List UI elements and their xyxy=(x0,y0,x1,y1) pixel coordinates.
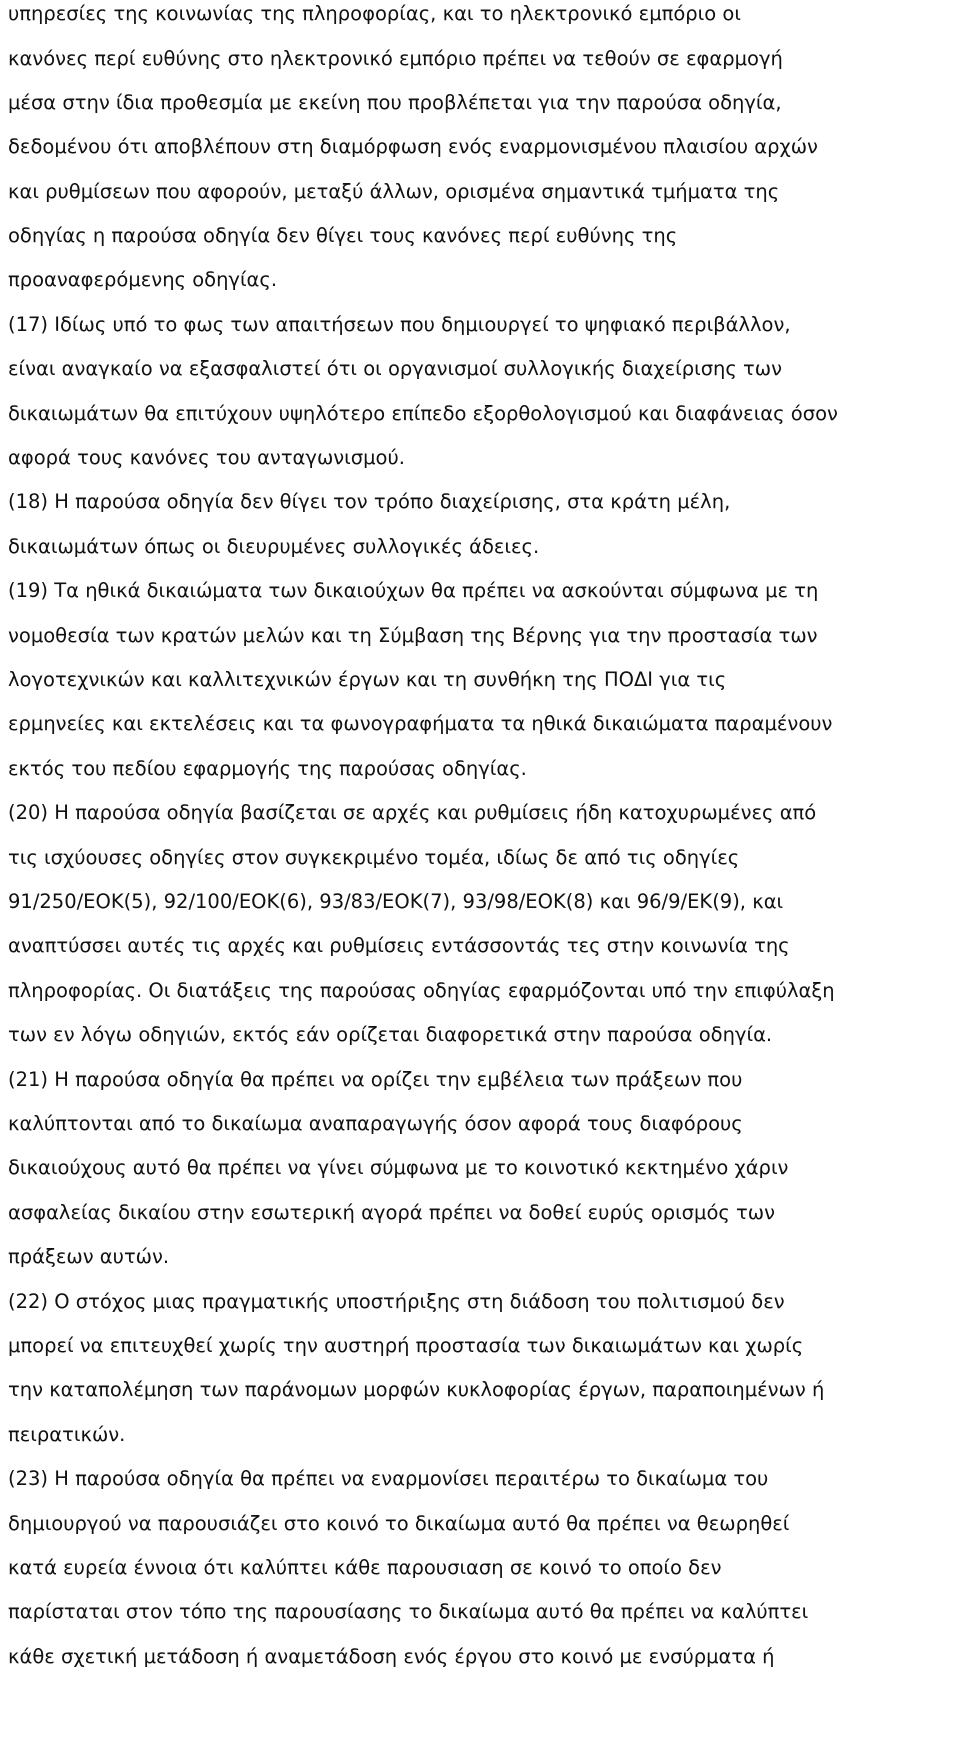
text-line: την καταπολέμηση των παράνομων μορφών κυκλοφορίας έργων, παραποιημένων ή xyxy=(8,1378,825,1401)
text-line: μέσα στην ίδια προθεσμία με εκείνη που προβλέπεται για την παρούσα οδηγία, xyxy=(8,91,782,114)
text-line: κανόνες περί ευθύνης στο ηλεκτρονικό εμπόριο πρέπει να τεθούν σε εφαρμογή xyxy=(8,47,783,70)
text-line: αφορά τους κανόνες του ανταγωνισμού. xyxy=(8,446,405,469)
text-line: είναι αναγκαίο να εξασφαλιστεί ότι οι οργανισμοί συλλογικής διαχείρισης των xyxy=(8,357,783,380)
text-line: (20) Η παρούσα οδηγία βασίζεται σε αρχές και ρυθμίσεις ήδη κατοχυρωμένες από xyxy=(8,801,817,824)
text-line: πληροφορίας. Οι διατάξεις της παρούσας οδηγίας εφαρμόζονται υπό την επιφύλαξη xyxy=(8,979,835,1002)
text-line: ασφαλείας δικαίου στην εσωτερική αγορά πρέπει να δοθεί ευρύς ορισμός των xyxy=(8,1201,775,1224)
text-line: 91/250/ΕΟΚ(5), 92/100/ΕΟΚ(6), 93/83/ΕΟΚ(7), 93/98/ΕΟΚ(8) και 96/9/ΕΚ(9), και xyxy=(8,890,784,913)
text-line: (19) Τα ηθικά δικαιώματα των δικαιούχων θα πρέπει να ασκούνται σύμφωνα με τη xyxy=(8,579,819,602)
text-line: εκτός του πεδίου εφαρμογής της παρούσας οδηγίας. xyxy=(8,757,527,780)
text-line: παρίσταται στον τόπο της παρουσίασης το δικαίωμα αυτό θα πρέπει να καλύπτει xyxy=(8,1600,809,1623)
text-line: δημιουργού να παρουσιάζει στο κοινό το δικαίωμα αυτό θα πρέπει να θεωρηθεί xyxy=(8,1512,790,1535)
text-line: δικαιωμάτων θα επιτύχουν υψηλότερο επίπεδο εξορθολογισμού και διαφάνειας όσον xyxy=(8,402,838,425)
text-line: υπηρεσίες της κοινωνίας της πληροφορίας, και το ηλεκτρονικό εμπόριο οι xyxy=(8,2,741,25)
text-line: (18) Η παρούσα οδηγία δεν θίγει τον τρόπο διαχείρισης, στα κράτη μέλη, xyxy=(8,490,731,513)
text-line: δικαιούχους αυτό θα πρέπει να γίνει σύμφωνα με το κοινοτικό κεκτημένο χάριν xyxy=(8,1156,789,1179)
text-line: αναπτύσσει αυτές τις αρχές και ρυθμίσεις εντάσσοντάς τες στην κοινωνία της xyxy=(8,934,790,957)
text-line: (17) Ιδίως υπό το φως των απαιτήσεων που δημιουργεί το ψηφιακό περιβάλλον, xyxy=(8,313,791,336)
text-line: λογοτεχνικών και καλλιτεχνικών έργων και τη συνθήκη της ΠΟΔΙ για τις xyxy=(8,668,727,691)
text-line: ερμηνείες και εκτελέσεις και τα φωνογραφήματα τα ηθικά δικαιώματα παραμένουν xyxy=(8,712,833,735)
text-line: προαναφερόμενης οδηγίας. xyxy=(8,268,278,291)
text-line: πειρατικών. xyxy=(8,1423,126,1446)
text-line: κατά ευρεία έννοια ότι καλύπτει κάθε παρουσιαση σε κοινό το οποίο δεν xyxy=(8,1556,722,1579)
text-line: νομοθεσία των κρατών μελών και τη Σύμβαση της Βέρνης για την προστασία των xyxy=(8,624,818,647)
text-line: μπορεί να επιτευχθεί χωρίς την αυστηρή προστασία των δικαιωμάτων και χωρίς xyxy=(8,1334,804,1357)
text-line: (23) Η παρούσα οδηγία θα πρέπει να εναρμονίσει περαιτέρω το δικαίωμα του xyxy=(8,1467,769,1490)
text-line: καλύπτονται από το δικαίωμα αναπαραγωγής όσον αφορά τους διαφόρους xyxy=(8,1112,743,1135)
text-line: των εν λόγω οδηγιών, εκτός εάν ορίζεται διαφορετικά στην παρούσα οδηγία. xyxy=(8,1023,773,1046)
text-line: οδηγίας η παρούσα οδηγία δεν θίγει τους κανόνες περί ευθύνης της xyxy=(8,224,678,247)
text-line: (22) Ο στόχος μιας πραγματικής υποστήριξης στη διάδοση του πολιτισμού δεν xyxy=(8,1290,785,1313)
text-line: και ρυθμίσεων που αφορούν, μεταξύ άλλων, ορισμένα σημαντικά τμήματα της xyxy=(8,180,780,203)
text-line: δικαιωμάτων όπως οι διευρυμένες συλλογικές άδειες. xyxy=(8,535,540,558)
text-line: τις ισχύουσες οδηγίες στον συγκεκριμένο τομέα, ιδίως δε από τις οδηγίες xyxy=(8,846,740,869)
text-line: δεδομένου ότι αποβλέπουν στη διαμόρφωση ενός εναρμονισμένου πλαισίου αρχών xyxy=(8,135,818,158)
text-line: (21) Η παρούσα οδηγία θα πρέπει να ορίζει την εμβέλεια των πράξεων που xyxy=(8,1068,743,1091)
text-line: πράξεων αυτών. xyxy=(8,1245,170,1268)
text-line: κάθε σχετική μετάδοση ή αναμετάδοση ενός έργου στο κοινό με ενσύρματα ή xyxy=(8,1645,775,1668)
